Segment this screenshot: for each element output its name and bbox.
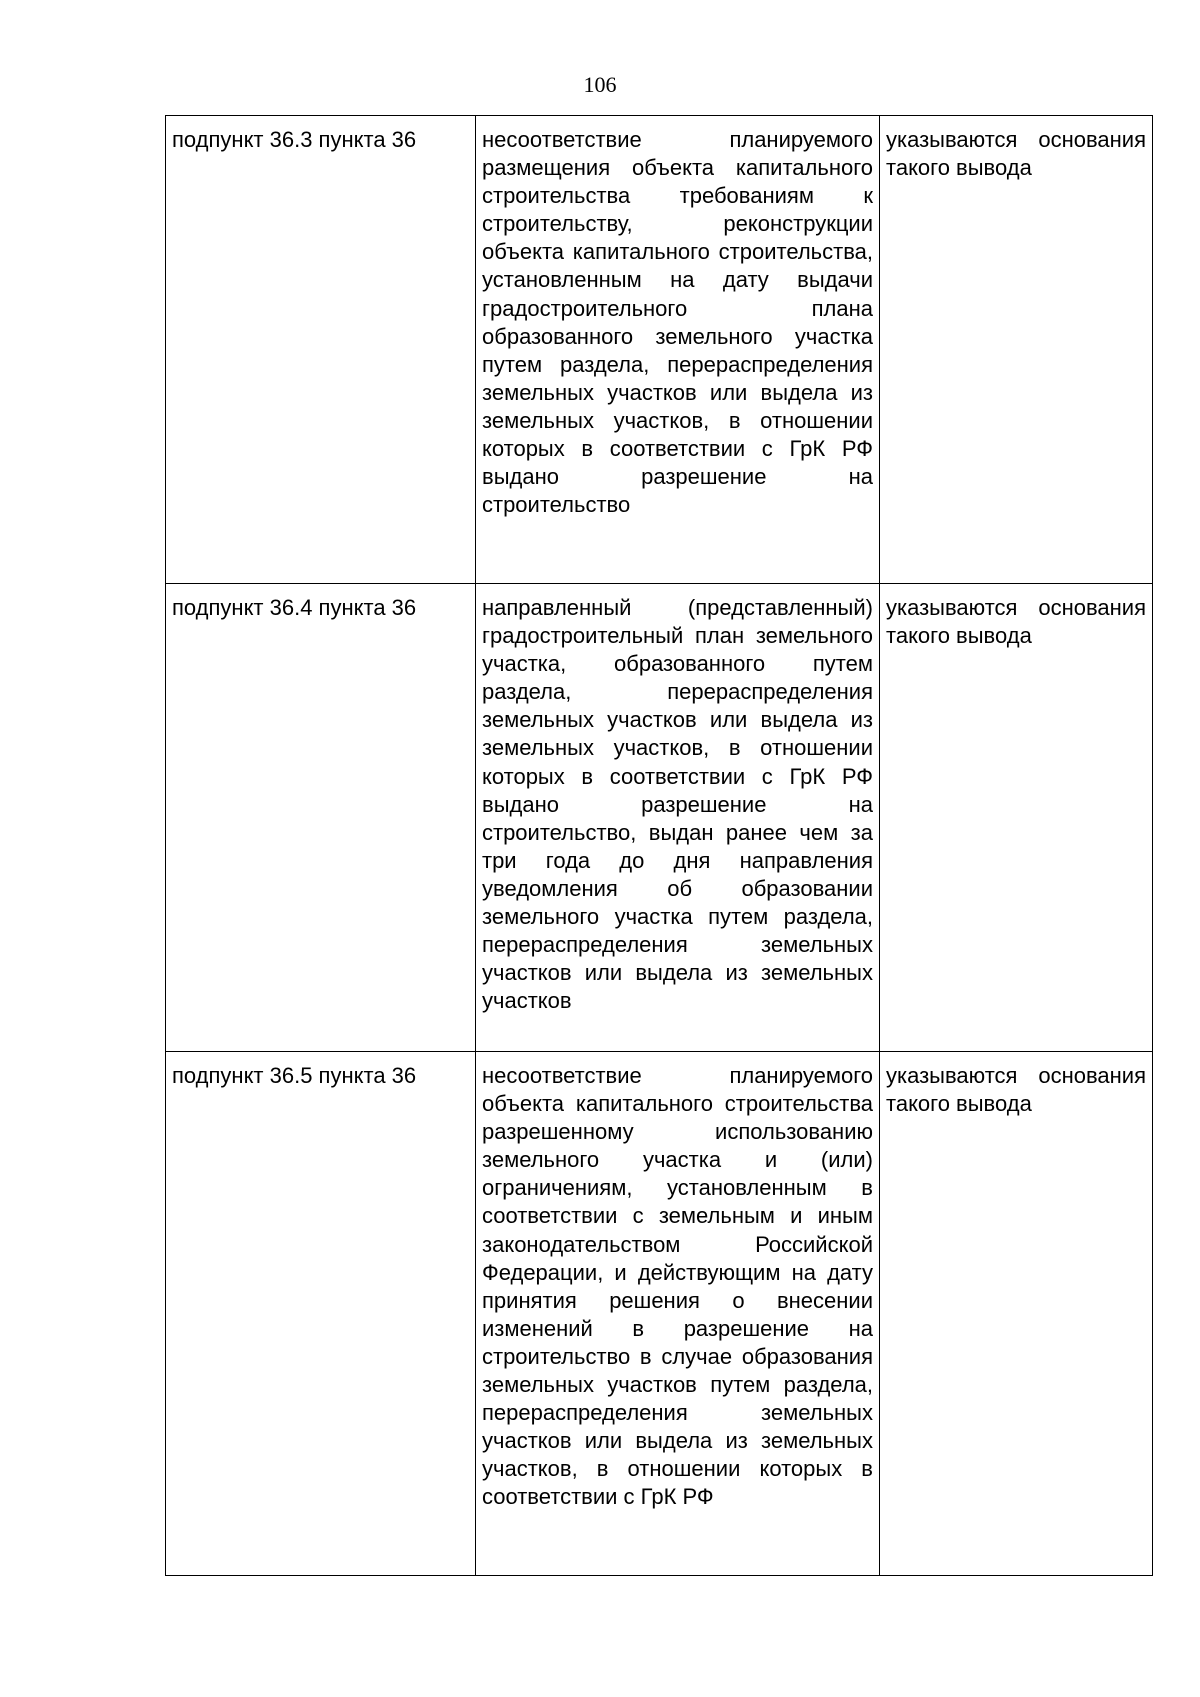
description-cell: направленный (представленный) градостроительный план земельного участка, образованного путем раздела, перераспределения земельных участков или выдела из земельных участков, в отношении которых в соответствии с ГрК РФ выдано разрешение на строительство, выдан ранее чем за три года до дня направления уведомления об образовании земельного участка путем раздела, перераспределения земельных участков или выдела из земельных участков [476,584,880,1052]
ground-cell: подпункт 36.3 пункта 36 [166,116,476,584]
grounds-table [165,115,1153,1576]
note-cell: указываются основания такого вывода [880,1052,1153,1576]
table-row [166,116,1153,584]
page-number: 106 [583,72,617,97]
table-row [166,1052,1153,1576]
ground-cell: подпункт 36.5 пункта 36 [166,1052,476,1576]
table-row [166,584,1153,1052]
ground-cell: подпункт 36.4 пункта 36 [166,584,476,1052]
note-cell: указываются основания такого вывода [880,584,1153,1052]
description-cell: несоответствие планируемого размещения объекта капитального строительства требованиям к строительству, реконструкции объекта капитального строительства, установленным на дату выдачи градостроительного плана образованного земельного участка путем раздела, перераспределения земельных участков или выдела из земельных участков, в отношении которых в соответствии с ГрК РФ выдано разрешение на строительство [476,116,880,584]
note-cell: указываются основания такого вывода [880,116,1153,584]
description-cell: несоответствие планируемого объекта капитального строительства разрешенному использованию земельного участка и (или) ограничениям, установленным в соответствии с земельным и иным законодательством Российской Федерации, и действующим на дату принятия решения о внесении изменений в разрешение на строительство в случае образования земельных участков путем раздела, перераспределения земельных участков или выдела из земельных участков, в отношении которых в соответствии с ГрК РФ [476,1052,880,1576]
